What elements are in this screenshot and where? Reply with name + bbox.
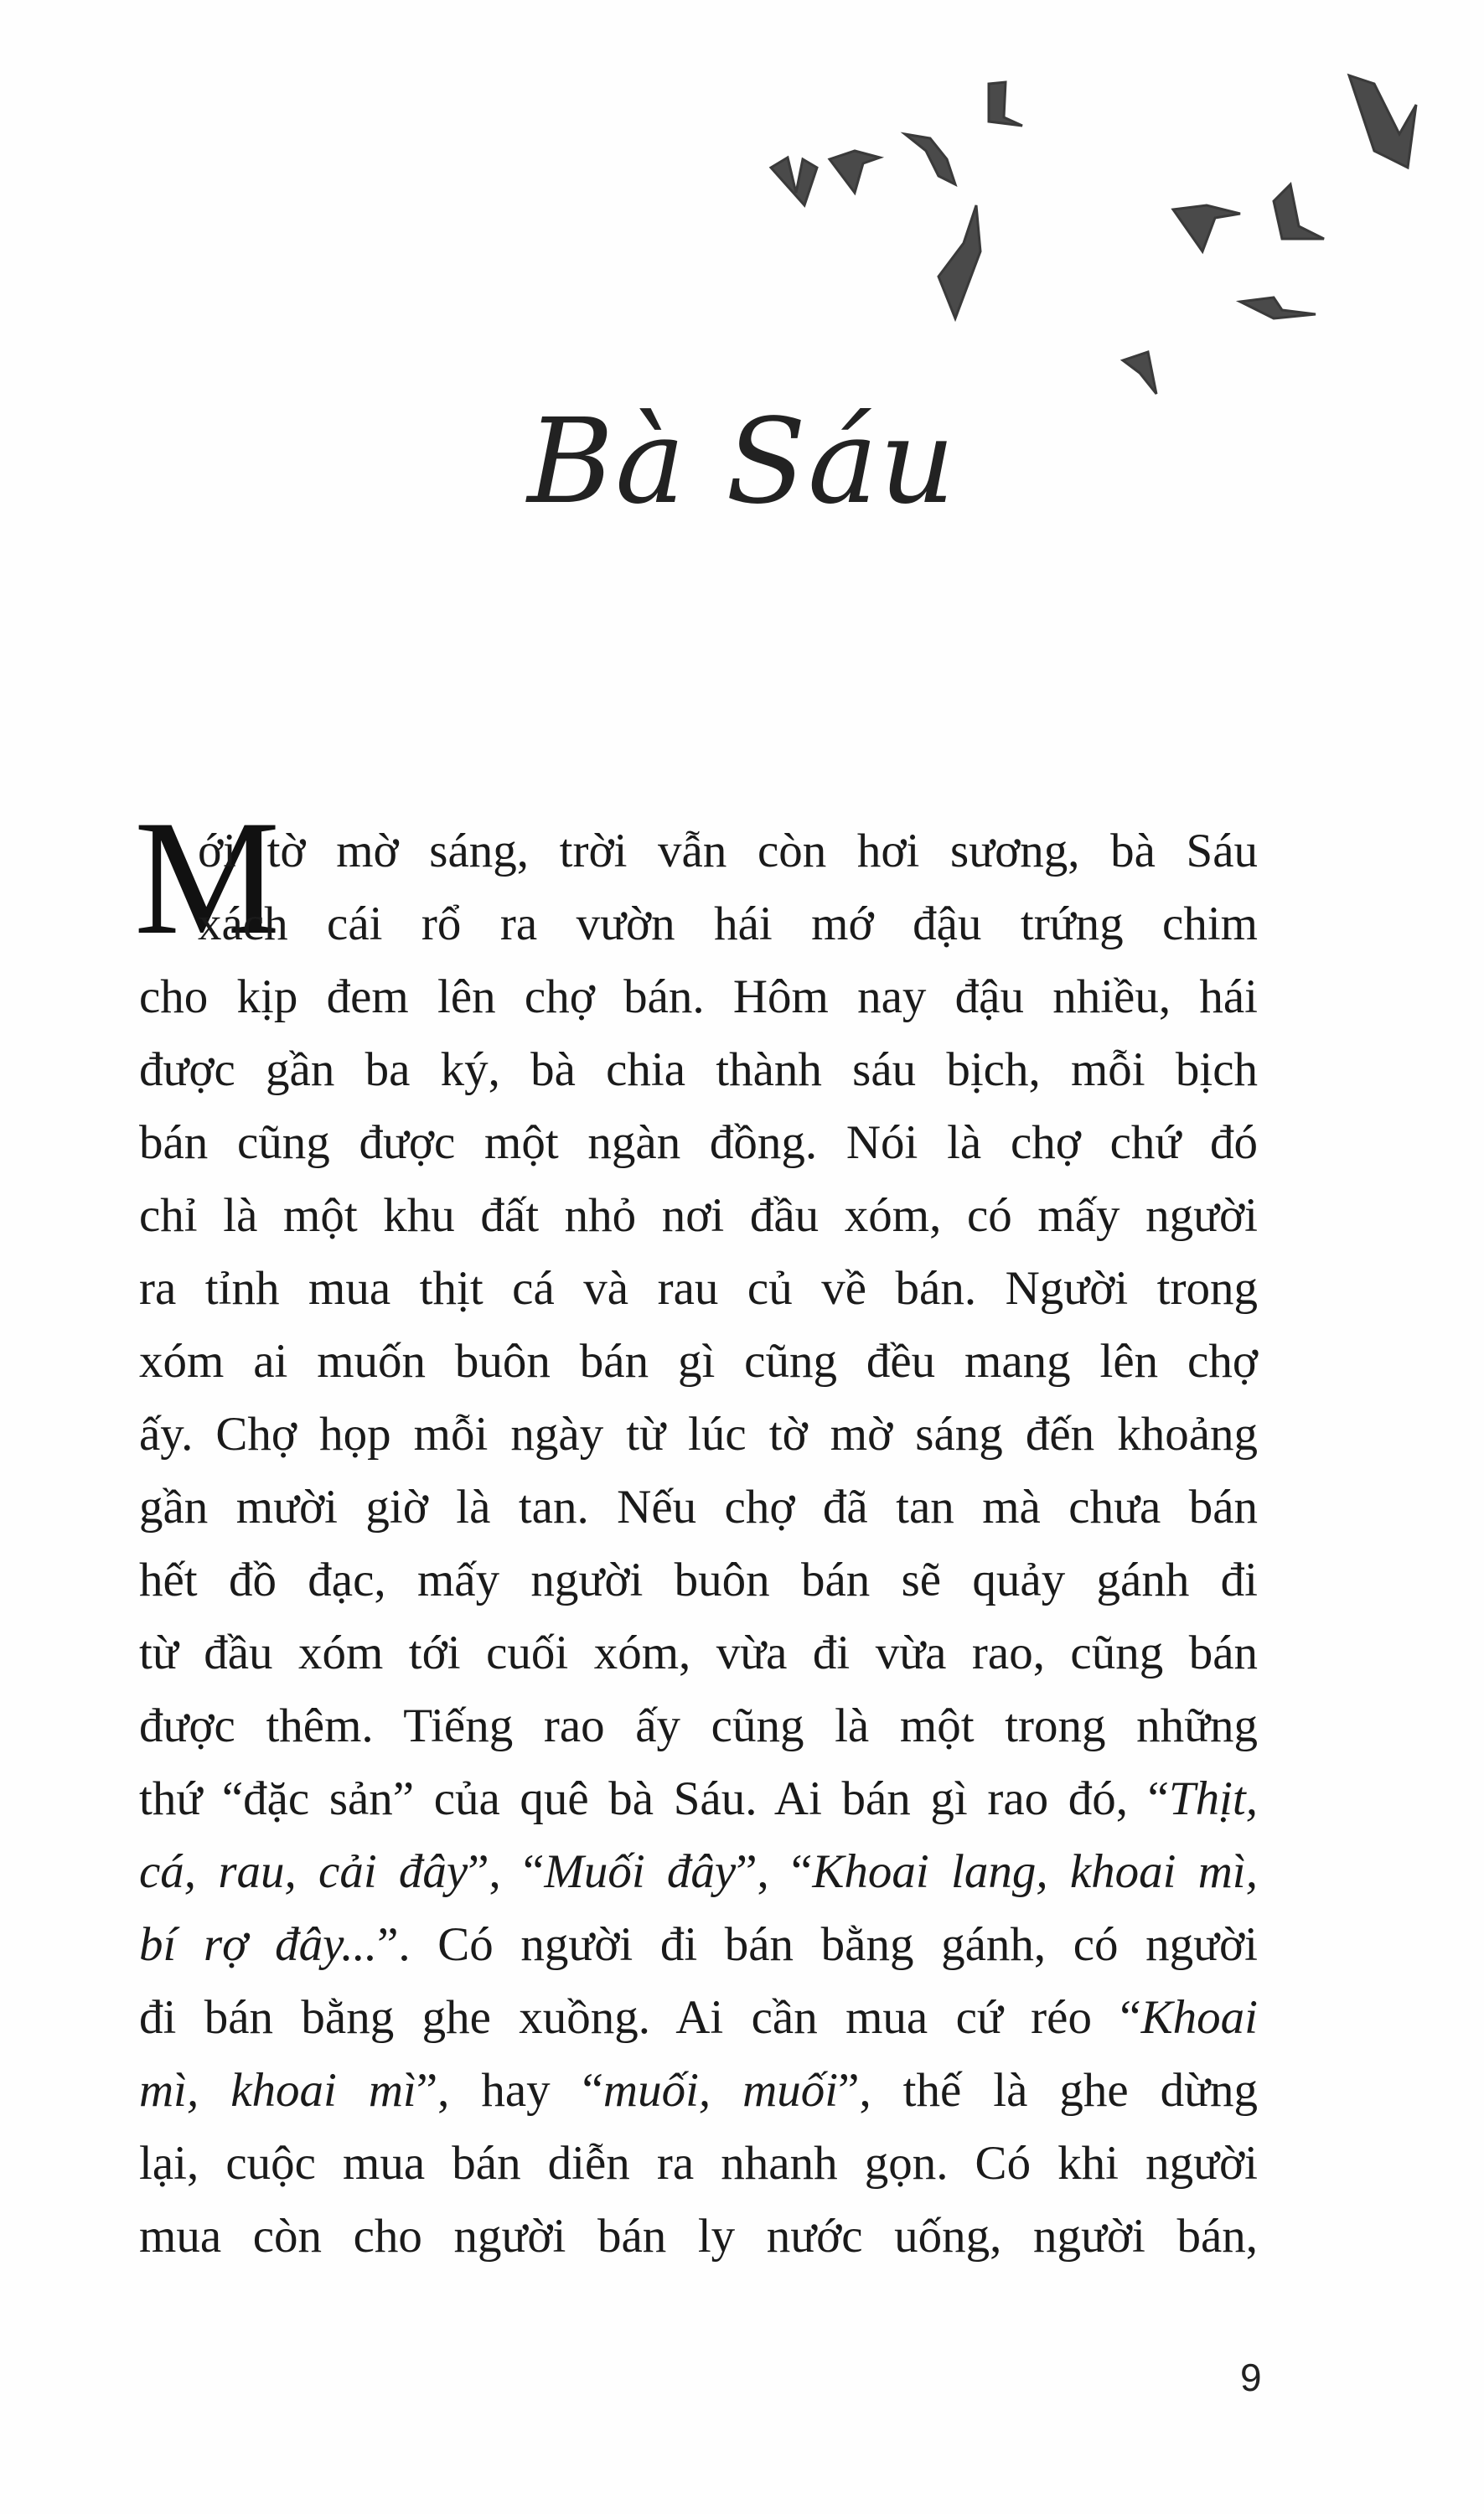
text-line	[139, 1689, 1258, 1762]
italic-text-segment: muối, muối	[602, 2064, 839, 2117]
text-segment: hết đồ đạc, mấy người buôn bán sẽ quảy gánh đi	[139, 1554, 1258, 1606]
text-segment: ”, hay “	[416, 2064, 603, 2117]
text-line	[139, 1325, 1258, 1398]
text-line	[139, 2054, 1258, 2127]
text-segment: từ đầu xóm tới cuối xóm, vừa đi vừa rao, cũng bán	[139, 1627, 1258, 1679]
text-segment: được gần ba ký, bà chia thành sáu bịch, mỗi bịch	[139, 1043, 1258, 1096]
text-line	[139, 1617, 1258, 1689]
text-line	[139, 1471, 1258, 1544]
text-line	[139, 1762, 1258, 1835]
text-line	[139, 2200, 1258, 2273]
page-number: 9	[1240, 2356, 1262, 2399]
text-segment: thứ “đặc sản” của quê bà Sáu. Ai bán gì rao đó, “	[139, 1772, 1169, 1825]
text-segment: được thêm. Tiếng rao ấy cũng là một trong những	[139, 1699, 1258, 1752]
text-segment: đi bán bằng ghe xuồng. Ai cần mua cứ réo “	[139, 1991, 1141, 2044]
text-segment: ới tờ mờ sáng, trời vẫn còn hơi sương, bà Sáu	[198, 825, 1258, 877]
text-line	[139, 1835, 1258, 1908]
text-segment: ”. Có người đi bán bằng gánh, có người	[377, 1918, 1258, 1971]
italic-text-segment: cá, rau, cải đây	[139, 1845, 468, 1898]
text-line	[139, 1106, 1258, 1179]
text-segment: ấy. Chợ họp mỗi ngày từ lúc tờ mờ sáng đến khoảng	[139, 1408, 1258, 1461]
text-segment: ”, thế là ghe dừng	[838, 2064, 1259, 2117]
drop-cap: M	[134, 787, 281, 969]
text-line	[139, 1252, 1258, 1325]
italic-text-segment: Khoai	[1140, 1991, 1258, 2044]
text-line	[139, 1908, 1258, 1981]
text-segment: bán cũng được một ngàn đồng. Nói là chợ chứ đó	[139, 1116, 1258, 1169]
italic-text-segment: bí rợ đây...	[139, 1918, 378, 1971]
text-line	[139, 1398, 1258, 1471]
italic-text-segment: Thịt,	[1168, 1772, 1258, 1825]
text-line	[139, 1033, 1258, 1106]
text-segment: ”, “	[736, 1845, 813, 1898]
text-segment: ra tỉnh mua thịt cá và rau củ về bán. Người trong	[139, 1262, 1258, 1315]
text-segment: gần mười giờ là tan. Nếu chợ đã tan mà chưa bán	[139, 1481, 1258, 1534]
text-line	[198, 887, 1258, 960]
text-segment: chỉ là một khu đất nhỏ nơi đầu xóm, có mấy người	[139, 1189, 1258, 1242]
text-line	[139, 1179, 1258, 1252]
body-text	[139, 815, 1258, 2273]
italic-text-segment: Khoai lang, khoai mì,	[812, 1845, 1258, 1898]
text-segment: mua còn cho người bán ly nước uống, người bán,	[139, 2210, 1258, 2263]
text-line	[139, 960, 1258, 1033]
text-segment: lại, cuộc mua bán diễn ra nhanh gọn. Có khi người	[139, 2137, 1258, 2190]
text-segment: ”, “	[468, 1845, 545, 1898]
text-segment: xách cái rổ ra vườn hái mớ đậu trứng chim	[198, 897, 1258, 950]
text-segment: xóm ai muốn buôn bán gì cũng đều mang lên chợ	[139, 1335, 1258, 1388]
italic-text-segment: mì, khoai mì	[139, 2064, 416, 2117]
text-line	[198, 815, 1258, 887]
text-line	[139, 1544, 1258, 1617]
text-segment: cho kịp đem lên chợ bán. Hôm nay đậu nhiều, hái	[139, 970, 1258, 1023]
italic-text-segment: Muối đây	[544, 1845, 737, 1898]
text-line	[139, 1981, 1258, 2054]
chapter-title: Bà Sáu	[527, 394, 957, 530]
text-line	[139, 2127, 1258, 2200]
